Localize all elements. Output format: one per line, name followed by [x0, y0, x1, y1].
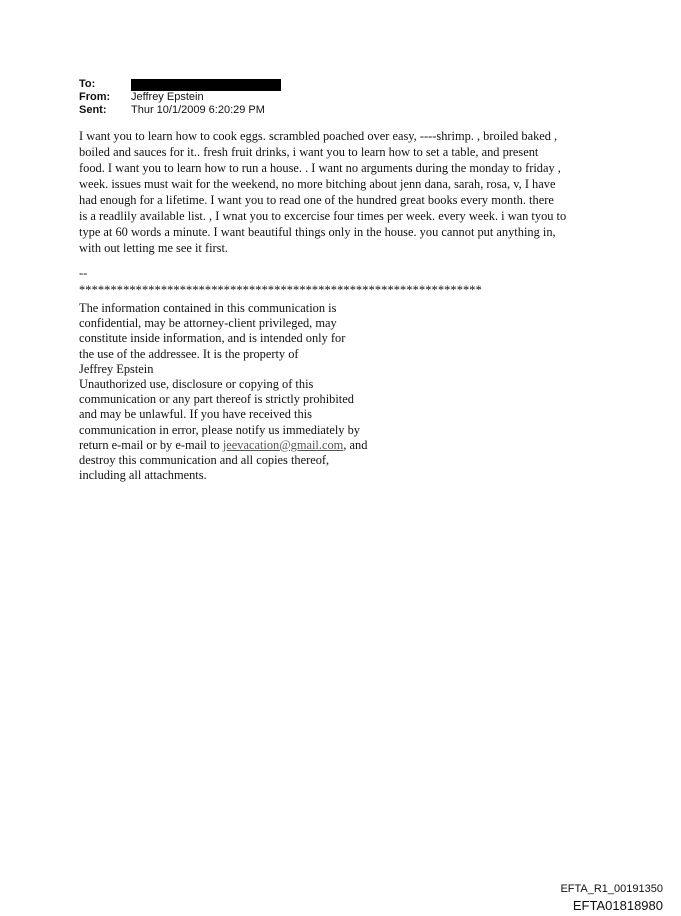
body-line: with out letting me see it first.	[79, 241, 229, 255]
disclaimer-line: including all attachments.	[79, 468, 207, 483]
redacted-recipient	[131, 79, 281, 91]
body-line: boiled and sauces for it.. fresh fruit drinks, i want you to learn how to set a table, and present	[79, 145, 539, 159]
sent-value: Thur 10/1/2009 6:20:29 PM	[131, 104, 265, 116]
bates-number-secondary: EFTA01818980	[572, 898, 663, 913]
disclaimer-line: confidential, may be attorney-client privileged, may	[79, 316, 337, 331]
disclaimer-line-email	[79, 438, 439, 453]
to-row	[79, 78, 281, 91]
body-line: I want you to learn how to cook eggs. scrambled poached over easy, ----shrimp. , broiled baked ,	[79, 129, 558, 143]
disclaimer-line: communication or any part thereof is strictly prohibited	[79, 392, 354, 407]
disclaimer-line: Unauthorized use, disclosure or copying of this	[79, 377, 314, 392]
disclaimer-line: the use of the addressee. It is the property of	[79, 346, 299, 361]
sent-label: Sent:	[79, 104, 107, 116]
body-line: food. I want you to learn how to run a house. . I want no arguments during the monday to friday ,	[79, 161, 561, 175]
email-header	[79, 78, 281, 117]
from-value: Jeffrey Epstein	[131, 91, 204, 103]
confidentiality-disclaimer	[79, 301, 439, 483]
disclaimer-text: return e-mail or by e-mail to	[79, 437, 223, 452]
disclaimer-line: constitute inside information, and is intended only for	[79, 331, 346, 346]
email-link[interactable]: jeevacation@gmail.com	[222, 437, 344, 452]
disclaimer-line: The information contained in this communication is	[79, 301, 337, 315]
asterisk-divider: ****************************************************************	[79, 283, 482, 297]
signature-separator: --	[79, 266, 88, 280]
body-line: had enough for a lifetime. I want you to read one of the hundred great books every month. there	[79, 193, 554, 207]
disclaimer-line: and may be unlawful. If you have received this	[79, 407, 312, 422]
body-line: is a readlily available list. , I wnat you to excercise four times per week. every week. i wan tyou to	[79, 209, 567, 223]
disclaimer-line: communication in error, please notify us immediately by	[79, 422, 360, 437]
from-label: From:	[79, 91, 111, 103]
to-label: To:	[79, 78, 96, 90]
bates-number-primary: EFTA_R1_00191350	[560, 883, 663, 895]
from-row	[79, 91, 281, 104]
sent-row	[79, 104, 281, 117]
email-body	[79, 128, 619, 256]
body-line: week. issues must wait for the weekend, no more bitching about jenn dana, sarah, rosa, v, I have	[79, 177, 556, 191]
disclaimer-line: Jeffrey Epstein	[79, 361, 154, 376]
disclaimer-text: , and	[343, 437, 368, 452]
disclaimer-line: destroy this communication and all copies thereof,	[79, 453, 330, 468]
body-line: type at 60 words a minute. I want beautiful things only in the house. you cannot put anything in,	[79, 225, 556, 239]
